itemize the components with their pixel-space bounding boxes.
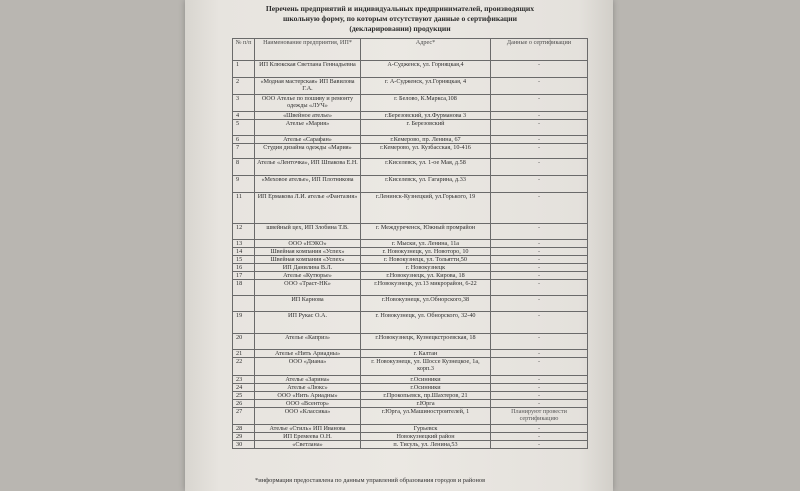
row-number: 8 [233, 159, 255, 176]
row-number [233, 296, 255, 312]
document-page [185, 0, 613, 491]
certification-data: - [491, 240, 588, 248]
enterprise-address: г.Осинники [361, 384, 491, 392]
table-row [233, 176, 588, 193]
table-row [233, 408, 588, 425]
enterprise-name: Ателье «Нить Ариадны» [255, 350, 361, 358]
enterprise-name: ООО «Всентор» [255, 400, 361, 408]
certification-data: - [491, 264, 588, 272]
certification-data: - [491, 334, 588, 350]
row-number: 26 [233, 400, 255, 408]
certification-data: - [491, 248, 588, 256]
enterprise-name: Ателье «Ленточка», ИП Шпакова Е.Н. [255, 159, 361, 176]
enterprise-name: ООО «НЭКО» [255, 240, 361, 248]
enterprise-address: Гурьевск [361, 425, 491, 433]
enterprise-table [232, 38, 588, 449]
enterprise-address: А-Судженск, ул. Горняцкая,4 [361, 61, 491, 78]
table-row [233, 256, 588, 264]
enterprise-name: ИП Карнова [255, 296, 361, 312]
table-row [233, 376, 588, 384]
table-row [233, 240, 588, 248]
row-number: 9 [233, 176, 255, 193]
table-header-row [233, 39, 588, 61]
row-number: 18 [233, 280, 255, 296]
row-number: 6 [233, 136, 255, 144]
enterprise-name: «Модная мастерская» ИП Вавилова Г.А. [255, 78, 361, 95]
certification-data: - [491, 350, 588, 358]
row-number: 27 [233, 408, 255, 425]
table-row [233, 120, 588, 136]
column-header-certification: Данные о сертификации [491, 39, 588, 61]
column-header-name: Наименование предприятия, ИП* [255, 39, 361, 61]
table-row [233, 193, 588, 224]
table-row [233, 280, 588, 296]
enterprise-address: г. Новокузнецк [361, 264, 491, 272]
certification-data: - [491, 136, 588, 144]
row-number: 22 [233, 358, 255, 376]
enterprise-address: г.Прокопьевск, пр.Шахтеров, 21 [361, 392, 491, 400]
enterprise-address: г. Белово, К.Маркса,108 [361, 95, 491, 112]
footnote: *информация предоставлена по данным управлений образования городов и районов [255, 477, 486, 484]
title-line-3: (декларировании) продукции [349, 24, 451, 33]
table-row [233, 433, 588, 441]
certification-data: - [491, 358, 588, 376]
row-number: 20 [233, 334, 255, 350]
enterprise-name: «Светлана» [255, 441, 361, 449]
enterprise-name: Ателье «Каприз» [255, 334, 361, 350]
enterprise-name: Ателье «Люкс» [255, 384, 361, 392]
enterprise-address: г. Новокузнецк, ул. Шоссе Кузнецкое, 1а, корп.3 [361, 358, 491, 376]
enterprise-address: г. Новокузнецк, ул. Обнорского, 32-40 [361, 312, 491, 334]
table-row [233, 312, 588, 334]
table-row [233, 224, 588, 240]
certification-data: - [491, 224, 588, 240]
enterprise-address: г.Новокузнецк, ул.13 микрорайон, 6-22 [361, 280, 491, 296]
row-number: 19 [233, 312, 255, 334]
enterprise-address: Новокузнецкий район [361, 433, 491, 441]
certification-data: - [491, 312, 588, 334]
row-number: 7 [233, 144, 255, 159]
row-number: 4 [233, 112, 255, 120]
table-row [233, 248, 588, 256]
table-body [233, 61, 588, 449]
enterprise-name: ООО «Нить Ариадны» [255, 392, 361, 400]
enterprise-name: ИП Рукас О.А. [255, 312, 361, 334]
enterprise-address: г.Юрга, ул.Машиностроителей, 1 [361, 408, 491, 425]
row-number: 30 [233, 441, 255, 449]
certification-data: - [491, 272, 588, 280]
row-number: 17 [233, 272, 255, 280]
certification-data: - [491, 441, 588, 449]
enterprise-address: г.Кемерово, пр. Ленина, 67 [361, 136, 491, 144]
table-row [233, 136, 588, 144]
certification-data: - [491, 256, 588, 264]
certification-data: - [491, 144, 588, 159]
certification-data: - [491, 433, 588, 441]
enterprise-name: Швейная компания «Успех» [255, 248, 361, 256]
enterprise-name: «Швейное ателье» [255, 112, 361, 120]
row-number: 15 [233, 256, 255, 264]
row-number: 24 [233, 384, 255, 392]
enterprise-name: Швейная компания «Успех» [255, 256, 361, 264]
enterprise-address: г.Юрга [361, 400, 491, 408]
enterprise-address: г.Новокузнецк, ул. Кирова, 18 [361, 272, 491, 280]
enterprise-name: ИП Ермакова Л.И. ателье «Фантазия» [255, 193, 361, 224]
enterprise-name: ООО «Траст-НК» [255, 280, 361, 296]
certification-data: - [491, 95, 588, 112]
certification-data: - [491, 392, 588, 400]
enterprise-address: г. Березовский [361, 120, 491, 136]
table-row [233, 334, 588, 350]
certification-data: - [491, 425, 588, 433]
certification-data: Планируют провести сертификацию [491, 408, 588, 425]
table-row [233, 392, 588, 400]
enterprise-address: г. Междуреченск, Южный промрайон [361, 224, 491, 240]
enterprise-name: ООО «Классика» [255, 408, 361, 425]
table-row [233, 264, 588, 272]
enterprise-name: швейный цех, ИП Злобина Т.В. [255, 224, 361, 240]
row-number: 11 [233, 193, 255, 224]
enterprise-address: г.Ленинск-Кузнецкий, ул.Горького, 19 [361, 193, 491, 224]
certification-data: - [491, 112, 588, 120]
certification-data: - [491, 384, 588, 392]
row-number: 25 [233, 392, 255, 400]
enterprise-name: ООО Ателье по пошиву и ремонту одежды «ЛУЧ» [255, 95, 361, 112]
row-number: 13 [233, 240, 255, 248]
certification-data: - [491, 376, 588, 384]
title-line-2: школьную форму, по которым отсутствуют данные о сертификации [282, 14, 518, 23]
enterprise-address: г. Калтан [361, 350, 491, 358]
enterprise-address: г.Новокузнецк, Кузнецкстроевская, 18 [361, 334, 491, 350]
certification-data: - [491, 296, 588, 312]
row-number: 14 [233, 248, 255, 256]
row-number: 16 [233, 264, 255, 272]
enterprise-name: Ателье «Кутюрье» [255, 272, 361, 280]
certification-data: - [491, 61, 588, 78]
row-number: 21 [233, 350, 255, 358]
certification-data: - [491, 78, 588, 95]
enterprise-address: г. А-Судженск, ул.Горняцкая, 4 [361, 78, 491, 95]
table-row [233, 112, 588, 120]
enterprise-address: г. Новокузнецк, ул. Тольятти,50 [361, 256, 491, 264]
certification-data: - [491, 176, 588, 193]
column-header-number: № п/п [233, 39, 255, 61]
table-row [233, 95, 588, 112]
certification-data: - [491, 120, 588, 136]
enterprise-name: Ателье «Зарина» [255, 376, 361, 384]
row-number: 28 [233, 425, 255, 433]
table-row [233, 78, 588, 95]
enterprise-name: Ателье «Стиль» ИП Иванова [255, 425, 361, 433]
enterprise-name: ИП Еремеева О.Н. [255, 433, 361, 441]
row-number: 29 [233, 433, 255, 441]
document-title [225, 4, 575, 34]
table-row [233, 441, 588, 449]
certification-data: - [491, 193, 588, 224]
table-row [233, 159, 588, 176]
table-row [233, 425, 588, 433]
enterprise-address: г.Осинники [361, 376, 491, 384]
row-number: 12 [233, 224, 255, 240]
enterprise-address: г. Мыски, ул. Ленина, 11а [361, 240, 491, 248]
enterprise-address: г.Новокузнецк, ул.Обнорского,38 [361, 296, 491, 312]
row-number: 5 [233, 120, 255, 136]
enterprise-name: Ателье «Сарафан» [255, 136, 361, 144]
enterprise-address: г.Березовский, ул.Фурманова 3 [361, 112, 491, 120]
certification-data: - [491, 400, 588, 408]
enterprise-address: г.Кемерово, ул. Кузбасская, 10-416 [361, 144, 491, 159]
title-line-1: Перечень предприятий и индивидуальных предпринимателей, производящих [265, 4, 535, 13]
table-row [233, 61, 588, 78]
enterprise-address: п. Тисуль, ул. Ленина,53 [361, 441, 491, 449]
enterprise-name: Студия дизайна одежды «Мария» [255, 144, 361, 159]
row-number: 3 [233, 95, 255, 112]
row-number: 23 [233, 376, 255, 384]
table-row [233, 272, 588, 280]
enterprise-address: г.Киселевск, ул. Гагарина, д.33 [361, 176, 491, 193]
enterprise-name: Ателье «Мария» [255, 120, 361, 136]
enterprise-address: г.Киселевск, ул. 1-ое Мая, д.58 [361, 159, 491, 176]
certification-data: - [491, 280, 588, 296]
enterprise-name: «Меховое ателье», ИП Плотникова [255, 176, 361, 193]
table-row [233, 350, 588, 358]
enterprise-name: ООО «Диана» [255, 358, 361, 376]
enterprise-name: ИП Данилина В.Л. [255, 264, 361, 272]
row-number: 2 [233, 78, 255, 95]
column-header-address: Адрес* [361, 39, 491, 61]
enterprise-address: г. Новокузнецк, ул. Новоторо, 10 [361, 248, 491, 256]
certification-data: - [491, 159, 588, 176]
row-number: 1 [233, 61, 255, 78]
table-row [233, 296, 588, 312]
enterprise-name: ИП Клюкская Светлана Геннадьевна [255, 61, 361, 78]
table-row [233, 400, 588, 408]
table-row [233, 358, 588, 376]
table-row [233, 144, 588, 159]
table-row [233, 384, 588, 392]
